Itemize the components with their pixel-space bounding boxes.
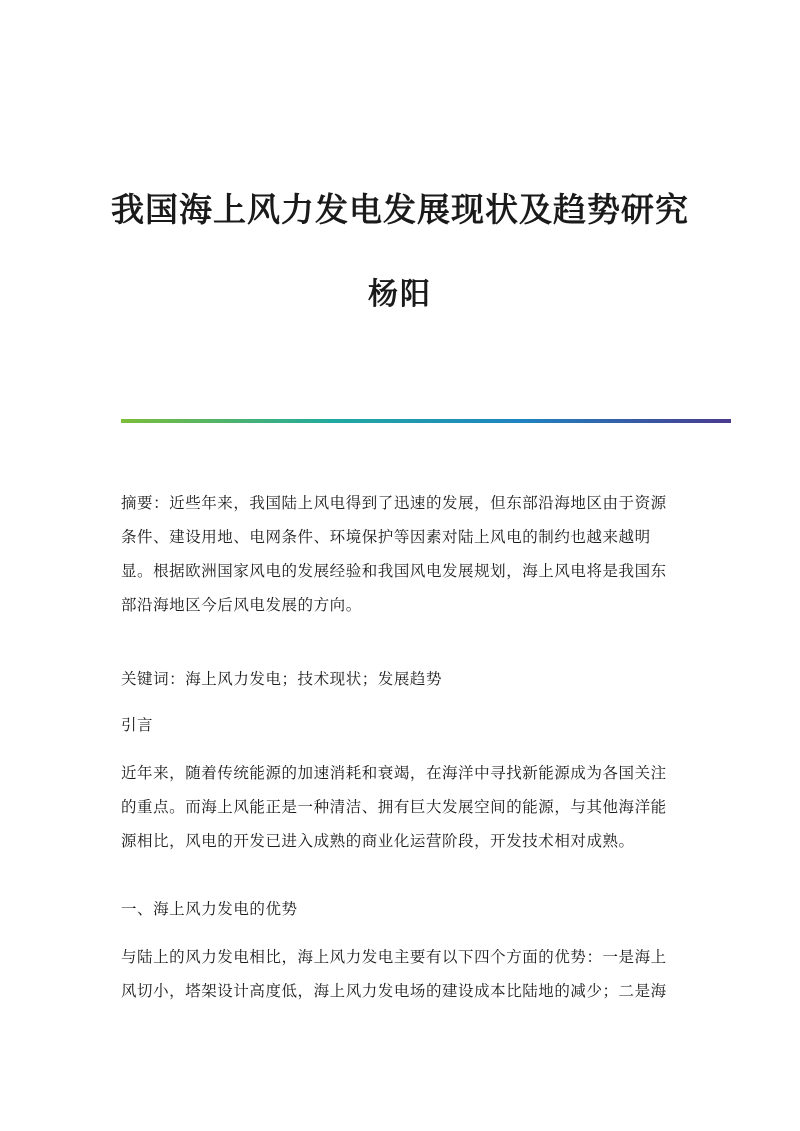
intro-heading <box>121 708 681 742</box>
abstract-line: 显。根据欧洲国家风电的发展经验和我国风电发展规划，海上风电将是我国东 <box>121 562 667 580</box>
section1-line: 风切小，塔架设计高度低，海上风力发电场的建设成本比陆地的减少；二是海 <box>121 982 667 1000</box>
gradient-divider <box>121 419 731 423</box>
abstract-line: 条件、建设用地、电网条件、环境保护等因素对陆上风电的制约也越来越明 <box>121 528 651 546</box>
intro-paragraph <box>121 756 681 858</box>
keywords-paragraph <box>121 662 681 696</box>
section1-heading <box>121 892 681 926</box>
section1-line: 与陆上的风力发电相比，海上风力发电主要有以下四个方面的优势：一是海上 <box>121 948 667 966</box>
section1-heading-text: 一、海上风力发电的优势 <box>121 900 298 918</box>
intro-line: 的重点。而海上风能正是一种清洁、拥有巨大发展空间的能源，与其他海洋能 <box>121 798 667 816</box>
abstract-paragraph <box>121 486 681 622</box>
section1-paragraph <box>121 940 681 1008</box>
intro-heading-text: 引言 <box>121 716 154 734</box>
intro-line: 近年来，随着传统能源的加速消耗和衰竭，在海洋中寻找新能源成为各国关注 <box>121 764 667 782</box>
document-author: 杨阳 <box>368 277 432 312</box>
abstract-line: 部沿海地区今后风电发展的方向。 <box>121 596 362 614</box>
abstract-line: 摘要：近些年来，我国陆上风电得到了迅速的发展，但东部沿海地区由于资源 <box>121 494 667 512</box>
document-title: 我国海上风力发电发展现状及趋势研究 <box>111 190 689 229</box>
keywords-line: 关键词：海上风力发电；技术现状；发展趋势 <box>121 670 443 688</box>
intro-line: 源相比，风电的开发已进入成熟的商业化运营阶段，开发技术相对成熟。 <box>121 832 635 850</box>
